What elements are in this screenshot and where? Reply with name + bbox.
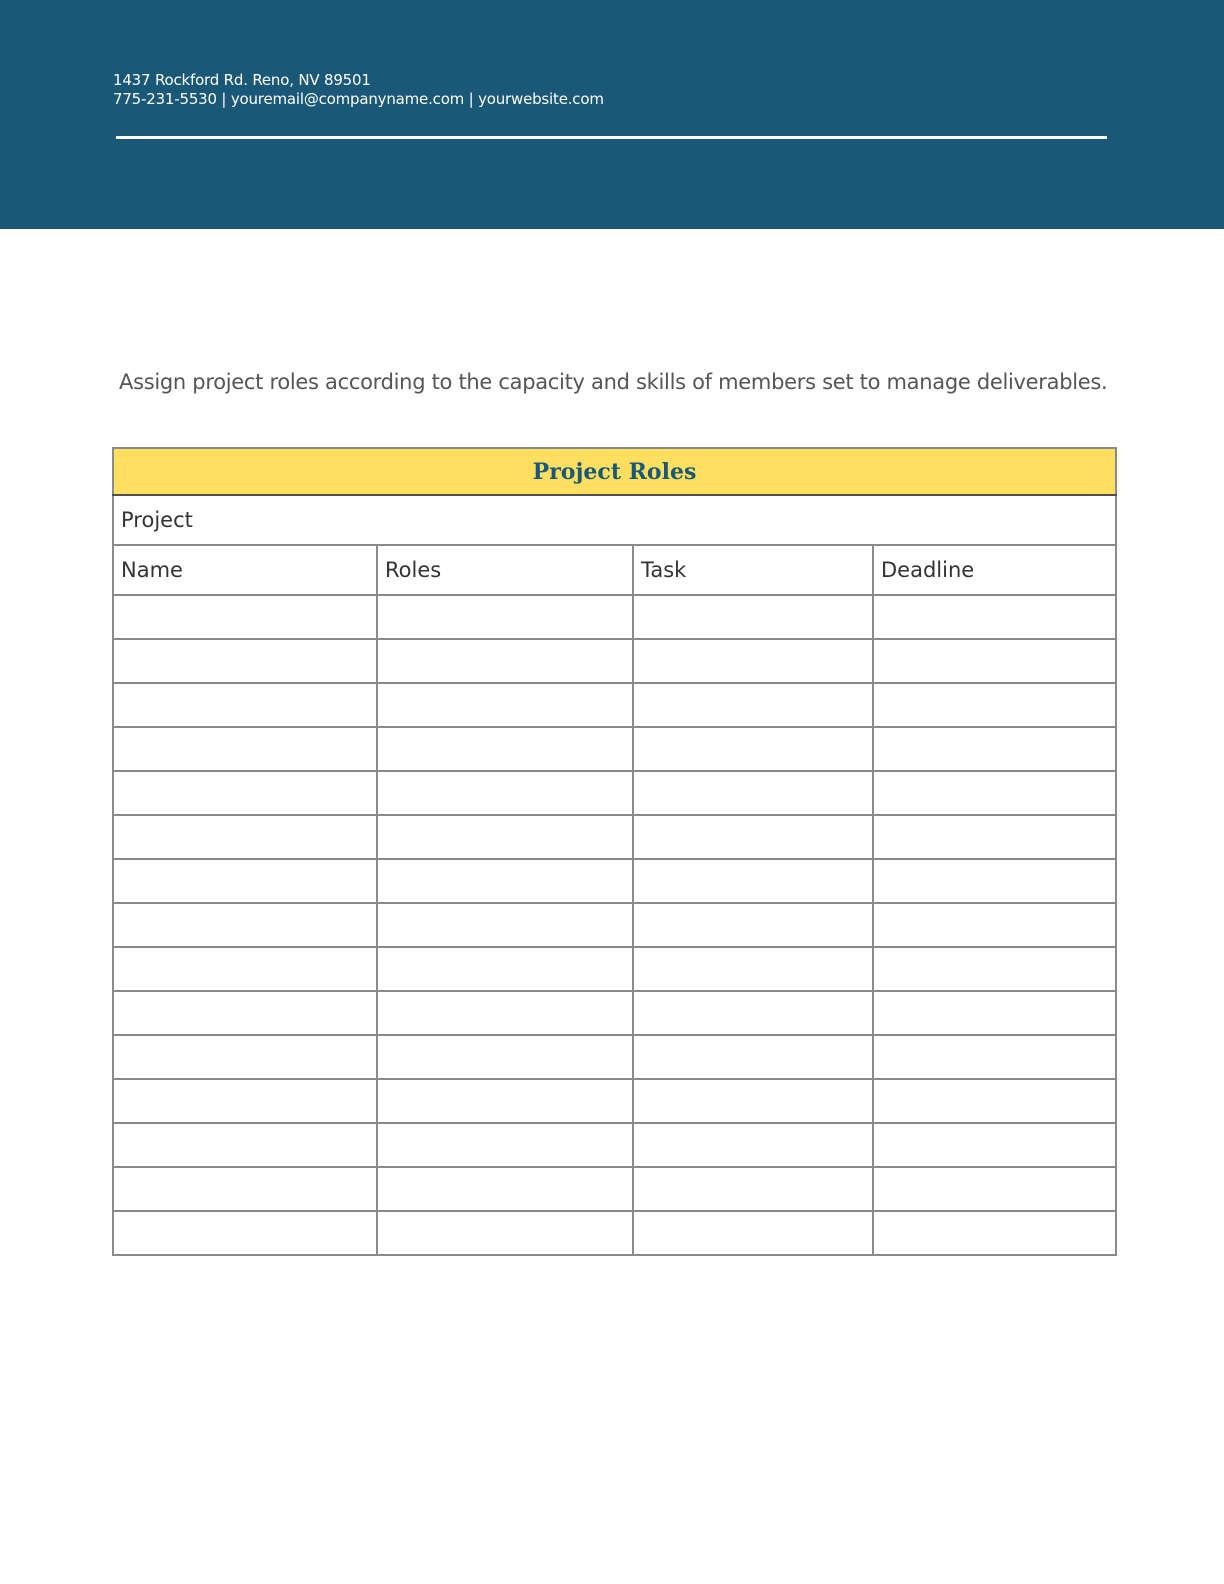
roles-cell[interactable] <box>377 815 633 859</box>
task-cell[interactable] <box>633 1211 873 1255</box>
roles-cell[interactable] <box>377 1123 633 1167</box>
deadline-cell[interactable] <box>873 1035 1116 1079</box>
deadline-cell[interactable] <box>873 683 1116 727</box>
deadline-cell[interactable] <box>873 1167 1116 1211</box>
task-cell[interactable] <box>633 1167 873 1211</box>
roles-cell[interactable] <box>377 991 633 1035</box>
name-cell[interactable] <box>113 903 377 947</box>
table-row <box>113 595 1116 639</box>
name-cell[interactable] <box>113 1167 377 1211</box>
task-cell[interactable] <box>633 947 873 991</box>
table-row <box>113 683 1116 727</box>
table-row <box>113 1123 1116 1167</box>
project-field[interactable]: Project <box>113 495 1116 545</box>
header-band <box>0 0 1224 229</box>
deadline-cell[interactable] <box>873 991 1116 1035</box>
task-cell[interactable] <box>633 1123 873 1167</box>
contact-block <box>113 71 604 109</box>
intro-text: Assign project roles according to the capacity and skills of members set to manage deliverables. <box>119 370 1108 394</box>
roles-cell[interactable] <box>377 595 633 639</box>
column-header-name: Name <box>113 545 377 595</box>
task-cell[interactable] <box>633 771 873 815</box>
roles-cell[interactable] <box>377 1079 633 1123</box>
roles-cell[interactable] <box>377 727 633 771</box>
deadline-cell[interactable] <box>873 947 1116 991</box>
name-cell[interactable] <box>113 1211 377 1255</box>
table-row <box>113 1079 1116 1123</box>
deadline-cell[interactable] <box>873 859 1116 903</box>
roles-cell[interactable] <box>377 1167 633 1211</box>
deadline-cell[interactable] <box>873 1079 1116 1123</box>
task-cell[interactable] <box>633 683 873 727</box>
name-cell[interactable] <box>113 947 377 991</box>
task-cell[interactable] <box>633 991 873 1035</box>
table-body <box>113 595 1116 1255</box>
task-cell[interactable] <box>633 1035 873 1079</box>
table-row <box>113 991 1116 1035</box>
name-cell[interactable] <box>113 815 377 859</box>
name-cell[interactable] <box>113 991 377 1035</box>
table-row <box>113 771 1116 815</box>
table-row <box>113 947 1116 991</box>
name-cell[interactable] <box>113 771 377 815</box>
table-row <box>113 639 1116 683</box>
table-row <box>113 1035 1116 1079</box>
deadline-cell[interactable] <box>873 771 1116 815</box>
roles-cell[interactable] <box>377 1035 633 1079</box>
roles-cell[interactable] <box>377 771 633 815</box>
name-cell[interactable] <box>113 859 377 903</box>
company-address: 1437 Rockford Rd. Reno, NV 89501 <box>113 71 371 89</box>
table-title: Project Roles <box>113 448 1116 495</box>
deadline-cell[interactable] <box>873 639 1116 683</box>
deadline-cell[interactable] <box>873 727 1116 771</box>
deadline-cell[interactable] <box>873 1211 1116 1255</box>
task-cell[interactable] <box>633 727 873 771</box>
task-cell[interactable] <box>633 859 873 903</box>
table-row <box>113 903 1116 947</box>
name-cell[interactable] <box>113 1123 377 1167</box>
roles-cell[interactable] <box>377 947 633 991</box>
company-contact-line: 775-231-5530 | youremail@companyname.com | yourwebsite.com <box>113 90 604 108</box>
name-cell[interactable] <box>113 683 377 727</box>
roles-cell[interactable] <box>377 1211 633 1255</box>
table-row <box>113 727 1116 771</box>
table-row <box>113 1211 1116 1255</box>
task-cell[interactable] <box>633 815 873 859</box>
column-header-deadline: Deadline <box>873 545 1116 595</box>
task-cell[interactable] <box>633 1079 873 1123</box>
column-header-task: Task <box>633 545 873 595</box>
deadline-cell[interactable] <box>873 903 1116 947</box>
task-cell[interactable] <box>633 903 873 947</box>
table-row <box>113 1167 1116 1211</box>
deadline-cell[interactable] <box>873 595 1116 639</box>
table-row <box>113 859 1116 903</box>
name-cell[interactable] <box>113 1079 377 1123</box>
deadline-cell[interactable] <box>873 1123 1116 1167</box>
task-cell[interactable] <box>633 595 873 639</box>
roles-cell[interactable] <box>377 903 633 947</box>
name-cell[interactable] <box>113 727 377 771</box>
name-cell[interactable] <box>113 595 377 639</box>
task-cell[interactable] <box>633 639 873 683</box>
roles-cell[interactable] <box>377 859 633 903</box>
column-header-roles: Roles <box>377 545 633 595</box>
roles-cell[interactable] <box>377 683 633 727</box>
roles-cell[interactable] <box>377 639 633 683</box>
name-cell[interactable] <box>113 1035 377 1079</box>
deadline-cell[interactable] <box>873 815 1116 859</box>
table-row <box>113 815 1116 859</box>
header-divider <box>116 136 1107 139</box>
name-cell[interactable] <box>113 639 377 683</box>
project-roles-table <box>112 447 1117 1256</box>
